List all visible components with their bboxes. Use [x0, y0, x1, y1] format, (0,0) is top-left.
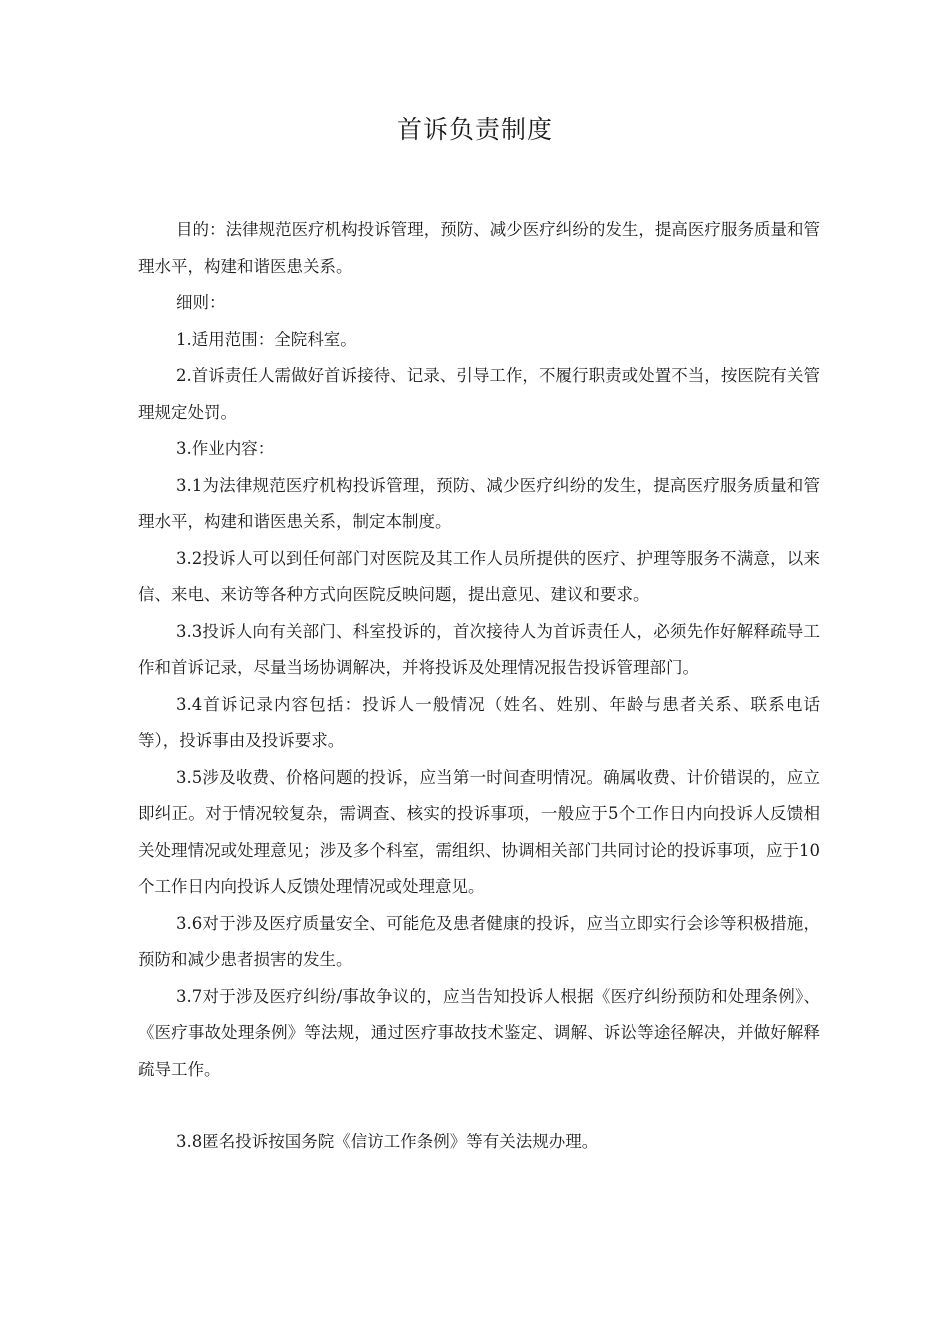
clause-3-4: 3.4首诉记录内容包括：投诉人一般情况（姓名、姓别、年龄与患者关系、联系电话等），投诉事由及投诉要求。 [138, 694, 820, 750]
clause-3-1: 3.1为法律规范医疗机构投诉管理，预防、减少医疗纠纷的发生，提高医疗服务质量和管理水平，构建和谐医患关系，制定本制度。 [138, 475, 820, 531]
blank-line [138, 1088, 820, 1124]
clause-3-heading: 3.作业内容： [176, 439, 275, 458]
document-title: 首诉负责制度 [396, 115, 553, 144]
rules-heading: 细则： [176, 293, 226, 312]
clause-3-6: 3.6对于涉及医疗质量安全、可能危及患者健康的投诉，应当立即实行会诊等积极措施，预防和减少患者损害的发生。 [138, 913, 820, 969]
document-body [138, 212, 820, 1161]
clause-3-2: 3.2投诉人可以到任何部门对医院及其工作人员所提供的医疗、护理等服务不满意，以来信、来电、来访等各种方式向医院反映问题，提出意见、建议和要求。 [138, 548, 820, 604]
clause-3-7: 3.7对于涉及医疗纠纷/事故争议的，应当告知投诉人根据《医疗纠纷预防和处理条例》、《医疗事故处理条例》等法规，通过医疗事故技术鉴定、调解、诉讼等途径解决，并做好解释疏导工作。 [138, 986, 820, 1079]
clause-3-5: 3.5涉及收费、价格问题的投诉，应当第一时间查明情况。确属收费、计价错误的，应立即纠正。对于情况较复杂，需调查、核实的投诉事项，一般应于5个工作日内向投诉人反馈相关处理情况或处理意见；涉及多个科室，需组织、协调相关部门共同讨论的投诉事项，应于10个工作日内向投诉人反馈处理情况或处理意见。 [138, 767, 820, 896]
clause-1-scope: 1.适用范围：全院科室。 [176, 329, 357, 349]
clause-3-3: 3.3投诉人向有关部门、科室投诉的，首次接待人为首诉责任人，必须先作好解释疏导工作和首诉记录，尽量当场协调解决，并将投诉及处理情况报告投诉管理部门。 [138, 621, 820, 677]
clause-2-responsibility: 2.首诉责任人需做好首诉接待、记录、引导工作，不履行职责或处置不当，按医院有关管理规定处罚。 [138, 366, 820, 422]
purpose-paragraph: 目的：法律规范医疗机构投诉管理，预防、减少医疗纠纷的发生，提高医疗服务质量和管理水平，构建和谐医患关系。 [138, 220, 820, 276]
clause-3-8: 3.8匿名投诉按国务院《信访工作条例》等有关法规办理。 [176, 1132, 599, 1151]
